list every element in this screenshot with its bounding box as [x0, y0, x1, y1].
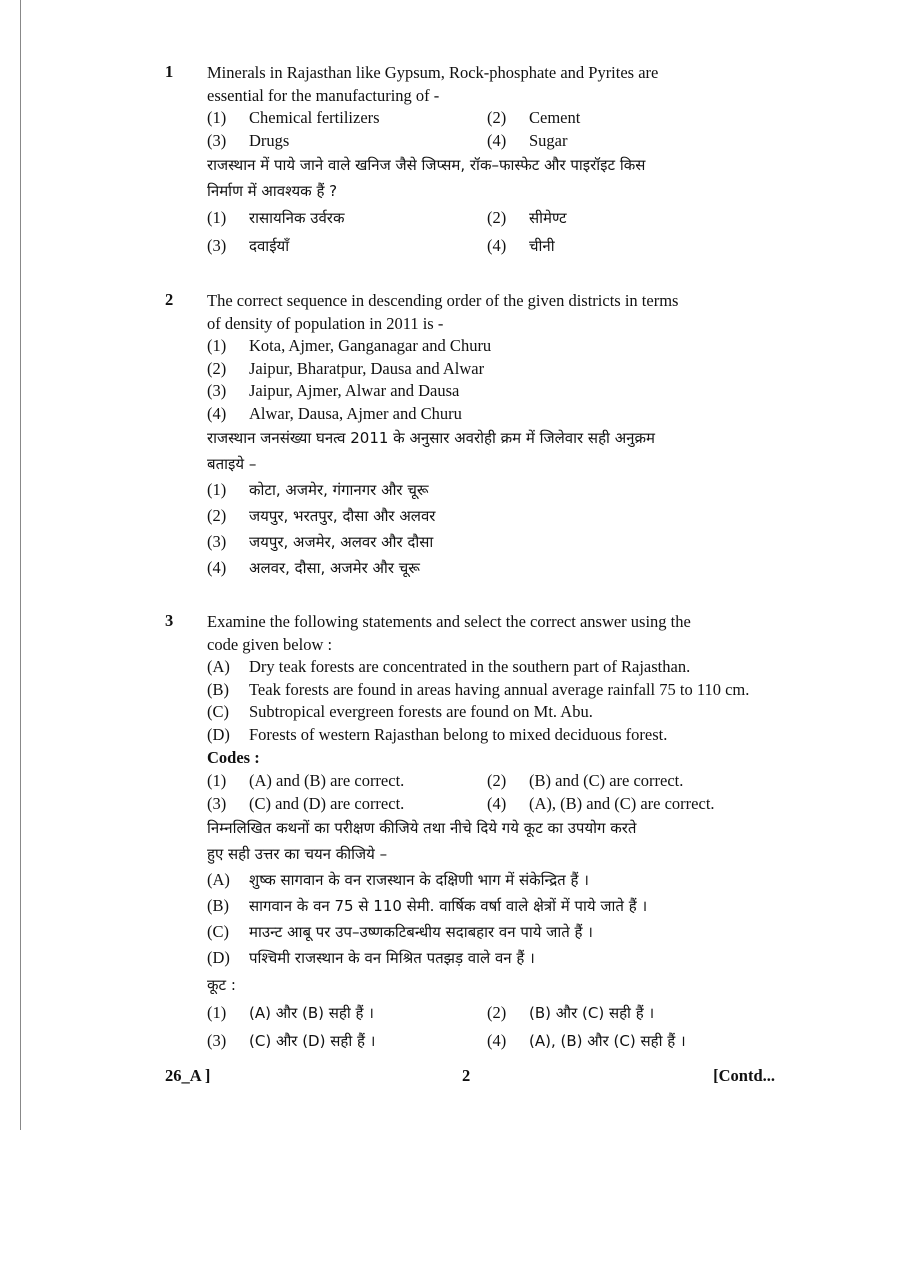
question-text-hi: निर्माण में आवश्यक हैं ? [207, 182, 338, 200]
option: (1) Chemical fertilizers [207, 108, 380, 127]
option: (2) जयपुर, भरतपुर, दौसा और अलवर [207, 506, 436, 525]
page-number: 2 [462, 1066, 471, 1085]
option: (4) Sugar [487, 130, 568, 150]
option: (1) Kota, Ajmer, Ganganagar and Churu [207, 336, 492, 355]
question-text-en: essential for the manufacturing of - [207, 85, 440, 105]
statement: (A) Dry teak forests are concentrated in the southern part of Rajasthan. [207, 657, 691, 676]
option: (3) जयपुर, अजमेर, अलवर और दौसा [207, 532, 434, 551]
option: (2) सीमेण्ट [487, 208, 567, 227]
option: (1) (A) and (B) are correct. [207, 771, 405, 790]
options-hi [207, 204, 775, 260]
option: (2) (B) and (C) are correct. [487, 771, 684, 790]
statement: (B) सागवान के वन 75 से 110 सेमी. वार्षिक वर्षा वाले क्षेत्रों में पाये जाते हैं । [207, 896, 648, 915]
statement: (C) माउन्ट आबू पर उप–उष्णकटिबन्धीय सदाबहार वन पाये जाते हैं । [207, 922, 593, 941]
statement: (D) पश्चिमी राजस्थान के वन मिश्रित पतझड़ वाले वन हैं । [207, 948, 535, 967]
question-3 [165, 611, 775, 1055]
question-text-hi: हुए सही उत्तर का चयन कीजिये – [207, 845, 388, 863]
question-page [165, 62, 775, 1085]
option: (4) अलवर, दौसा, अजमेर और चूरू [207, 558, 420, 577]
question-text-en: code given below : [207, 634, 333, 654]
question-text-hi: राजस्थान में पाये जाने वाले खनिज जैसे जिप्सम, रॉक–फास्फेट और पाइरॉइट किस [207, 156, 646, 174]
codes-label: Codes : [207, 748, 260, 767]
option: (4) चीनी [487, 236, 555, 255]
question-number: 2 [165, 290, 174, 309]
options-hi [207, 999, 775, 1055]
option: (1) कोटा, अजमेर, गंगानगर और चूरू [207, 480, 429, 499]
continued-label: [Contd... [713, 1066, 775, 1085]
question-text-en: of density of population in 2011 is - [207, 313, 444, 333]
statement: (A) शुष्क सागवान के वन राजस्थान के दक्षिणी भाग में संकेन्द्रित हैं । [207, 870, 589, 889]
question-number: 3 [165, 611, 174, 630]
option: (2) (B) और (C) सही हैं । [487, 1003, 655, 1022]
paper-code: 26_A ] [165, 1066, 211, 1085]
question-text-hi: बताइये – [207, 455, 257, 473]
option: (4) (A), (B) and (C) are correct. [487, 793, 715, 813]
statement: (C) Subtropical evergreen forests are found on Mt. Abu. [207, 702, 593, 721]
option: (2) Cement [487, 108, 581, 127]
question-text-en: Minerals in Rajasthan like Gypsum, Rock-phosphate and Pyrites are [207, 63, 659, 82]
option: (4) (A), (B) और (C) सही हैं । [487, 1031, 686, 1050]
option: (1) (A) और (B) सही हैं । [207, 1003, 374, 1022]
option: (3) Drugs [207, 130, 290, 150]
option: (3) (C) and (D) are correct. [207, 793, 405, 813]
option: (1) रासायनिक उर्वरक [207, 208, 345, 227]
statement: (B) Teak forests are found in areas having annual average rainfall 75 to 110 cm. [207, 679, 750, 699]
option: (3) (C) और (D) सही हैं । [207, 1031, 376, 1050]
page-footer [165, 1066, 775, 1090]
question-text-hi: निम्नलिखित कथनों का परीक्षण कीजिये तथा नीचे दिये गये कूट का उपयोग करते [207, 819, 637, 837]
codes-label-hi: कूट : [207, 976, 236, 994]
options-en [207, 770, 775, 815]
question-number: 1 [165, 62, 174, 81]
statement: (D) Forests of western Rajasthan belong to mixed deciduous forest. [207, 724, 668, 744]
options-en [207, 107, 775, 152]
question-2 [165, 290, 775, 581]
option: (3) Jaipur, Ajmer, Alwar and Dausa [207, 381, 460, 400]
question-text-en: The correct sequence in descending order of the given districts in terms [207, 291, 679, 310]
option: (4) Alwar, Dausa, Ajmer and Churu [207, 403, 462, 423]
question-text-en: Examine the following statements and select the correct answer using the [207, 612, 691, 631]
option: (2) Jaipur, Bharatpur, Dausa and Alwar [207, 358, 485, 378]
question-1 [165, 62, 775, 260]
left-margin-rule [20, 0, 21, 1130]
question-text-hi: राजस्थान जनसंख्या घनत्व 2011 के अनुसार अवरोही क्रम में जिलेवार सही अनुक्रम [207, 429, 655, 447]
option: (3) दवाईयाँ [207, 236, 290, 255]
